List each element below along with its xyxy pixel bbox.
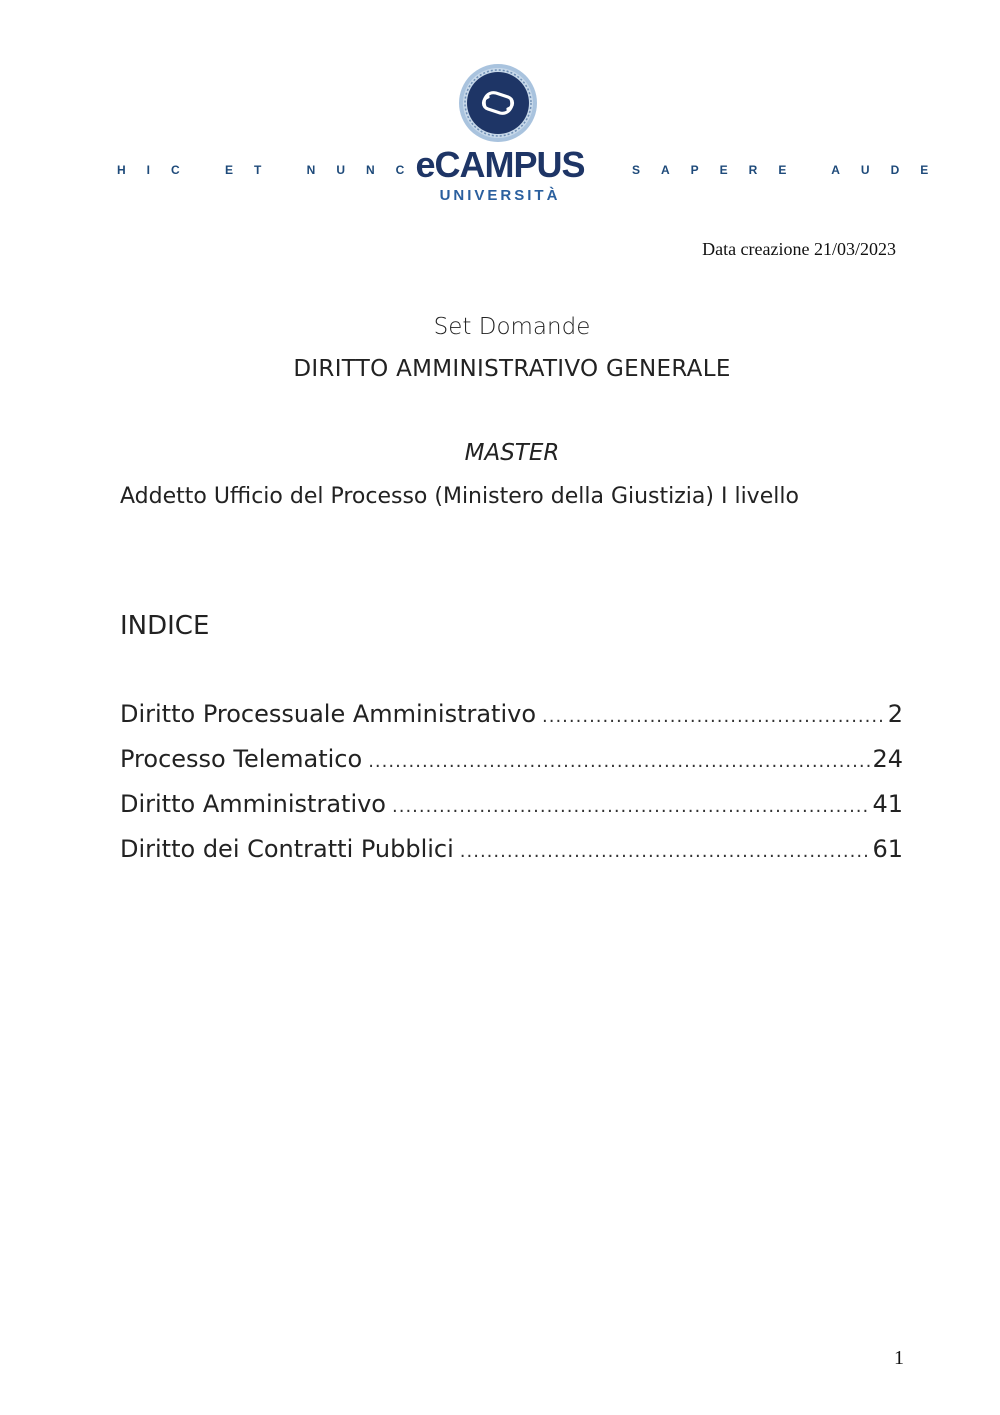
program-type: MASTER [464, 440, 560, 466]
motto-right: SAPERE AUDE [632, 163, 950, 177]
toc-leader-dots [368, 751, 870, 772]
brand-logo [400, 145, 600, 205]
toc-entry-page: 2 [887, 700, 903, 728]
page-header [0, 55, 1000, 215]
toc-entry-label: Diritto Processuale Amministrativo [120, 700, 537, 728]
index-heading: INDICE [120, 611, 210, 641]
toc-leader-dots [392, 796, 870, 817]
university-seal-logo [458, 63, 538, 143]
brand-name: eCAMPUS [415, 144, 585, 185]
creation-date: Data creazione 21/03/2023 [702, 239, 896, 259]
toc-entry[interactable] [120, 745, 903, 790]
toc-entry[interactable] [120, 790, 903, 835]
toc-entry[interactable] [120, 700, 903, 745]
brand-subtitle: UNIVERSITÀ [439, 187, 561, 204]
set-label: Set Domande [433, 314, 591, 340]
toc-entry-label: Processo Telematico [120, 745, 363, 773]
course-title: Addetto Ufficio del Processo (Ministero della Giustizia) I livello [120, 484, 799, 509]
table-of-contents [120, 700, 903, 880]
toc-entry-label: Diritto Amministrativo [120, 790, 386, 818]
page-number: 1 [894, 1347, 904, 1369]
toc-entry-page: 61 [872, 835, 903, 863]
toc-entry-page: 24 [872, 745, 903, 773]
toc-leader-dots [460, 841, 871, 862]
toc-leader-dots [542, 706, 886, 727]
toc-entry[interactable] [120, 835, 903, 880]
toc-entry-label: Diritto dei Contratti Pubblici [120, 835, 454, 863]
toc-entry-page: 41 [872, 790, 903, 818]
subject-title: DIRITTO AMMINISTRATIVO GENERALE [293, 356, 731, 382]
motto-left: HIC ET NUNC [117, 163, 426, 177]
